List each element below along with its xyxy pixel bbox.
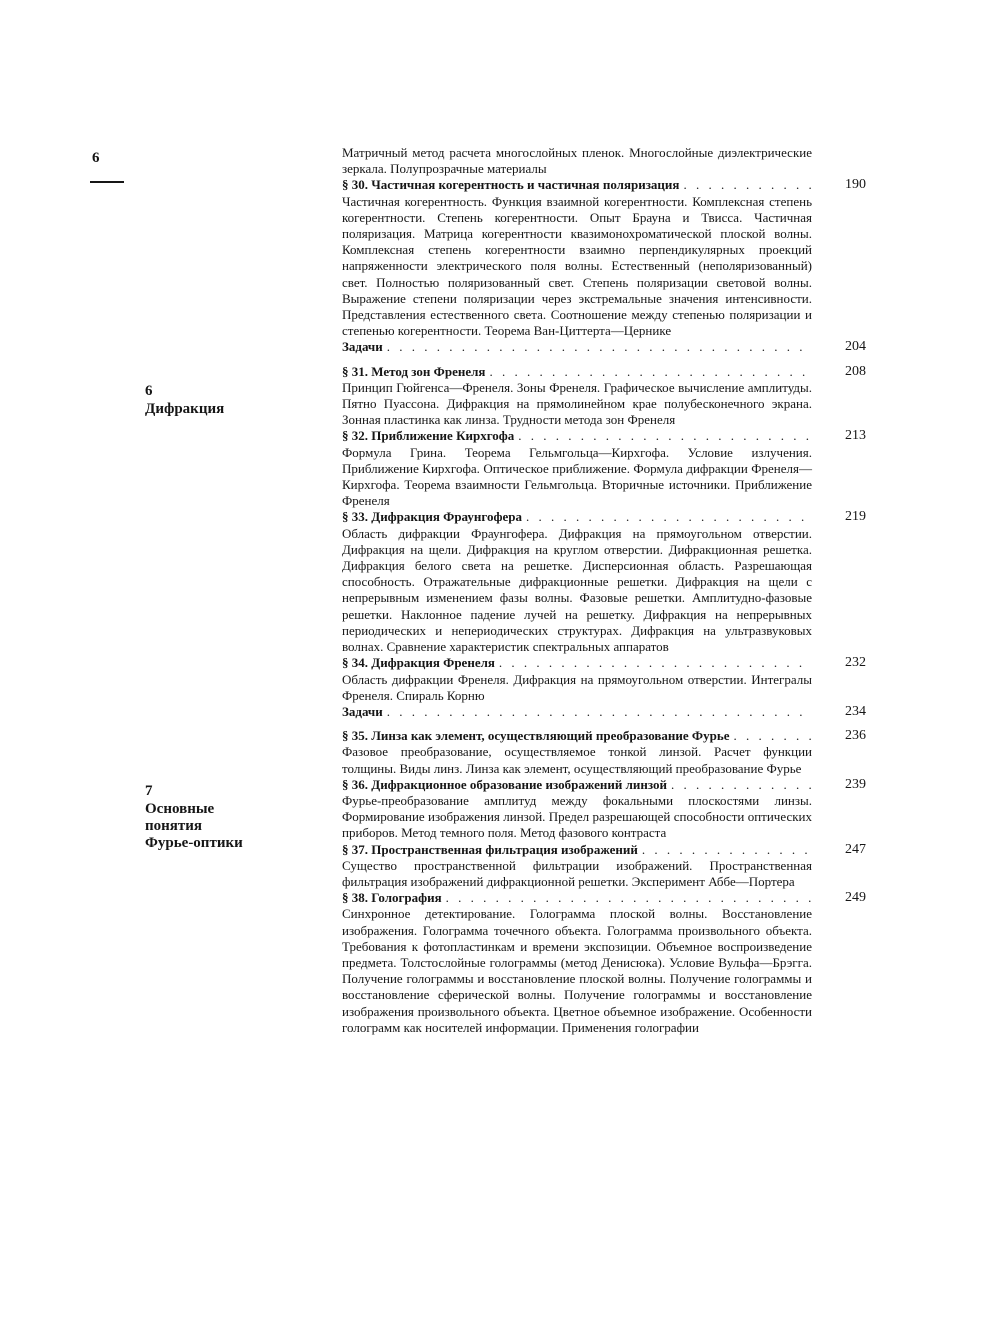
toc-entry-s38 — [342, 890, 866, 1036]
toc-entry-description: Принцип Гюйгенса—Френеля. Зоны Френеля. Графическое вычисление амплитуды. Пятно Пуассона. Дифракция на прямолинейном крае полубесконечного экрана. Зонная пластинка как линза. Трудности метода зон Френеля — [342, 379, 812, 428]
toc-entry-title: § 31. Метод зон Френеля — [342, 363, 486, 379]
page-number: 6 — [92, 150, 100, 166]
toc-entry-description: Область дифракции Френеля. Дифракция на прямоугольном отверстии. Интегралы Френеля. Спираль Корню — [342, 671, 812, 703]
toc-entry-description: Существо пространственной фильтрации изображений. Пространственная фильтрация изображений дифракционной решетки. Эксперимент Аббе—Портера — [342, 857, 812, 889]
dot-leader — [642, 842, 812, 858]
toc-entry-title: § 34. Дифракция Френеля — [342, 655, 495, 671]
toc-page-number: 208 — [845, 363, 866, 379]
toc-entry-title: § 38. Голография — [342, 890, 442, 906]
dot-leader — [446, 890, 812, 906]
toc-entry-title: Задачи — [342, 703, 383, 719]
toc-entry-s35 — [342, 728, 866, 777]
intro-description: Матричный метод расчета многослойных пленок. Многослойные диэлектрические зеркала. Полупрозрачные материалы — [342, 145, 812, 177]
chapter-7-number: 7 — [145, 783, 153, 799]
toc-page-number: 239 — [845, 776, 866, 792]
dot-leader — [526, 509, 812, 525]
toc-entry-s33 — [342, 509, 866, 655]
toc-page-number: 234 — [845, 703, 866, 719]
toc-page-number: 213 — [845, 428, 866, 444]
toc-entry-problems-2 — [342, 704, 866, 720]
toc-entry-title: § 33. Дифракция Фраунгофера — [342, 509, 522, 525]
dot-leader — [733, 728, 812, 744]
dot-leader — [387, 704, 812, 720]
toc-entry-description: Фазовое преобразование, осуществляемое тонкой линзой. Расчет функции толщины. Виды линз. Линза как элемент, осуществляющий преобразование Фурье — [342, 744, 812, 776]
dot-leader — [671, 777, 812, 793]
toc-entry-s34 — [342, 655, 866, 704]
chapter-7-title-line-2: понятия — [145, 818, 203, 834]
toc-entry-title: § 32. Приближение Кирхгофа — [342, 428, 515, 444]
chapter-6-number: 6 — [145, 383, 153, 399]
dot-leader — [489, 364, 812, 380]
toc-entry-s31 — [342, 364, 866, 429]
chapter-7-title-line-1: Основные — [145, 801, 215, 817]
toc-entry-description: Частичная когерентность. Функция взаимной когерентности. Комплексная степень когерентности. Степень когерентности. Опыт Брауна и Твисса. Частичная поляризация. Матрица когерентности квазимонохроматической плоской волны. Комплексная степень когерентности взаимно перпендикулярных проекций напряженности электрического поля волны. Естественный (неполяризованный) свет. Полностью поляризованный свет. Степень поляризации световой волны. Выражение степени поляризации через экстремальные значения интенсивности. Представления естественного света. Соотношение между степенью поляризации и степенью когерентности. Теорема Ван-Циттерта—Цернике — [342, 193, 812, 339]
toc-entry-s32 — [342, 428, 866, 509]
chapter-6-title: Дифракция — [145, 401, 225, 417]
toc-page-number: 219 — [845, 509, 866, 525]
chapter-7-heading — [145, 783, 243, 852]
toc-page-number: 232 — [845, 655, 866, 671]
page-number-rule — [90, 181, 124, 183]
toc-entry-s37 — [342, 842, 866, 891]
toc-entry-s30 — [342, 177, 866, 339]
dot-leader — [518, 428, 812, 444]
toc-page-number: 247 — [845, 841, 866, 857]
toc-entry-title: § 37. Пространственная фильтрация изображений — [342, 841, 638, 857]
toc-entry-description: Область дифракции Фраунгофера. Дифракция на прямоугольном отверстии. Дифракция на щели. Дифракция на круглом отверстии. Дифракционная решетка. Дифракция белого света на решетке. Дисперсионная область. Разрешающая способность. Отражательные дифракционные решетки. Дифракция на щели с непрерывным изменением фазы волны. Фазовые решетки. Амплитудно-фазовые решетки. Наклонное падение лучей на решетку. Дифракция на непрерывных периодических и непериодических структурах. Дифракция на ультразвуковых волнах. Сравнение характеристик спектральных аппаратов — [342, 525, 812, 655]
toc-entry-problems-1 — [342, 339, 866, 355]
toc-entry-description: Формула Грина. Теорема Гельмгольца—Кирхгофа. Условие излучения. Приближение Кирхгофа. Оптическое приближение. Формула дифракции Френеля—Кирхгофа. Теорема взаимности Гельмгольца. Вторичные источники. Приближение Френеля — [342, 444, 812, 509]
dot-leader — [499, 655, 812, 671]
toc-entry-title: § 36. Дифракционное образование изображений линзой — [342, 776, 667, 792]
toc-entry-title: Задачи — [342, 339, 383, 355]
dot-leader — [387, 339, 812, 355]
toc-entry-title: § 30. Частичная когерентность и частичная поляризация — [342, 177, 680, 193]
toc-entry-title: § 35. Линза как элемент, осуществляющий преобразование Фурье — [342, 728, 730, 744]
chapter-6-heading — [145, 383, 224, 418]
toc-page-number: 236 — [845, 728, 866, 744]
toc-page-number: 204 — [845, 339, 866, 355]
table-of-contents — [342, 145, 866, 1036]
toc-entry-description: Синхронное детектирование. Голограмма плоской волны. Восстановление изображения. Голограмма точечного объекта. Голограмма произвольного объекта. Требования к фотопластинкам и времени экспозиции. Объемное воспроизведение предмета. Толстослойные голограммы (метод Денисюка). Условие Вульфа—Брэгга. Получение голограммы и восстановление плоской волны. Получение голограммы и восстановление сферической волны. Получение голограммы и восстановление изображения произвольного объекта. Цветное объемное изображение. Особенности голограмм как носителей информации. Применения голографии — [342, 906, 812, 1035]
dot-leader — [683, 177, 812, 193]
toc-page-number: 249 — [845, 890, 866, 906]
toc-entry-s36 — [342, 777, 866, 842]
chapter-7-title-line-3: Фурье-оптики — [145, 835, 243, 851]
toc-entry-description: Фурье-преобразование амплитуд между фокальными плоскостями линзы. Формирование изображения линзой. Предел разрешающей способности оптических приборов. Метод темного поля. Метод фазового контраста — [342, 792, 812, 841]
toc-page-number: 190 — [845, 177, 866, 193]
